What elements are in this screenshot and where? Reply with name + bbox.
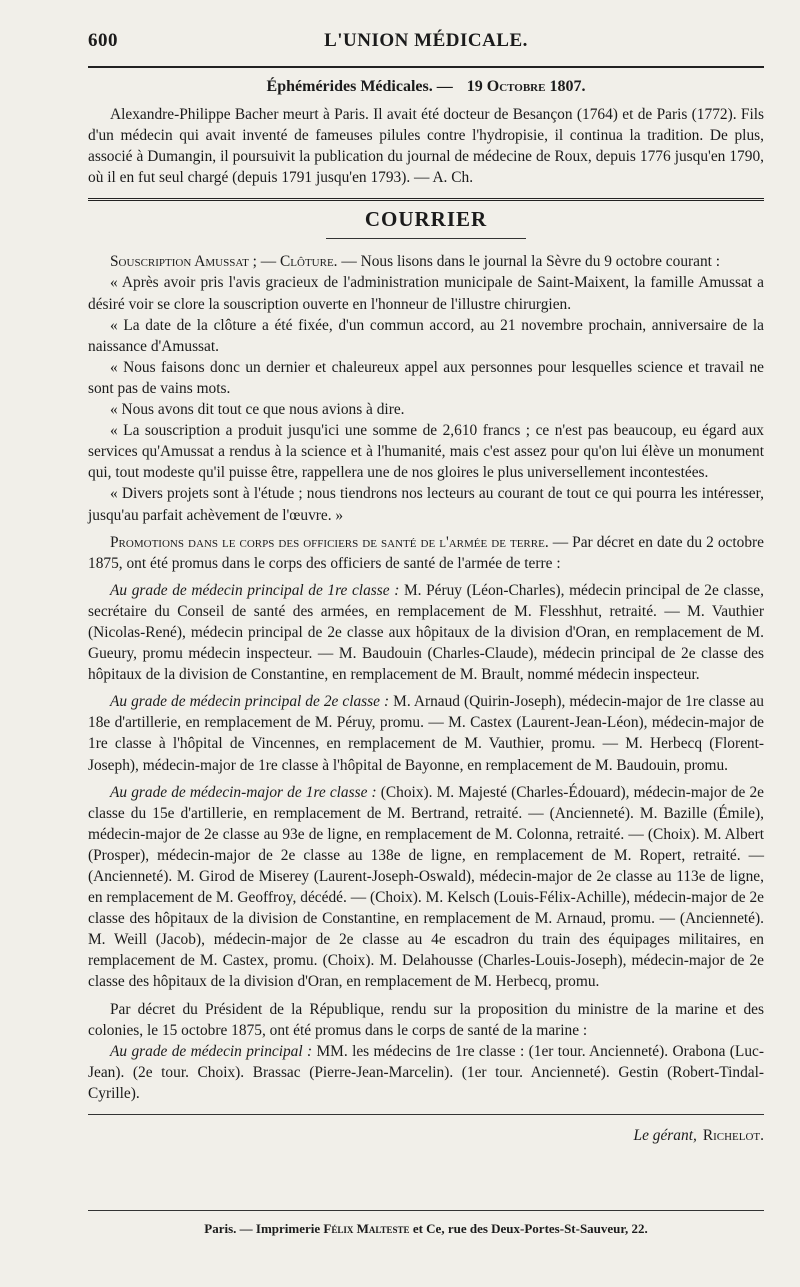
ephemerides-dash: — xyxy=(432,78,457,95)
journal-title: L'UNION MÉDICALE. xyxy=(324,30,528,51)
courrier-quote: « Après avoir pris l'avis gracieux de l'administration municipale de Saint-Maixent, la famille Amussat a désiré voir se clore la souscription ouverte en l'honneur de l'illustre chirurgien. xyxy=(88,274,764,313)
footer-text-before: Paris. — Imprimerie xyxy=(204,1221,324,1236)
printer-footer xyxy=(88,1210,764,1237)
marine-list: MM. les médecins de 1re classe : (1er tour. Ancienneté). Orabona (Luc-Jean). (2e tour. Choix). Brassac (Pierre-Jean-Marcelin). (1er tour. Ancienneté). Gestin (Robert-Tindal-Cyrille). xyxy=(88,1042,764,1102)
signoff xyxy=(88,1127,764,1145)
signoff-name: Richelot. xyxy=(702,1127,764,1145)
promotion-paragraph xyxy=(88,782,764,993)
courrier-lead-text: — Nous lisons dans le journal la Sèvre du 9 octobre courant : xyxy=(337,253,721,271)
promotion-paragraph xyxy=(88,580,764,685)
courrier-quote: « Nous avons dit tout ce que nous avions à dire. xyxy=(110,401,405,419)
signoff-rule xyxy=(88,1114,764,1115)
signoff-label: Le gérant, xyxy=(633,1127,697,1145)
courrier-quote: « La souscription a produit jusqu'ici une somme de 2,610 francs ; ce n'est pas beaucoup, eu égard aux services qu'Amussat a rendus à la science et à l'humanité, mais c'est assez pour qu'on lui élève un monument qui, tout modeste qu'il puisse être, rappellera une de nos gloires le plus universellement incontestées. xyxy=(88,422,764,482)
promotion-grade: Au grade de médecin principal de 1re classe : xyxy=(110,581,400,599)
promotion-grade: Au grade de médecin principal de 2e classe : xyxy=(110,693,390,711)
courrier-lead-title: Souscription Amussat ; — Clôture. xyxy=(110,253,338,271)
courrier-rule xyxy=(326,238,526,239)
promotion-text: M. Arnaud (Quirin-Joseph), médecin-major de 1re classe au 18e d'artillerie, en remplacement de M. Péruy, promu. — M. Castex (Laurent-Jean-Léon), médecin-major de 1re classe à l'hôpital de Vincennes, en remplacement de M. Vauthier, promu. — M. Herbecq (Florent-Joseph), médecin-major de 1re classe à l'hôpital de Bayonne, en remplacement de M. Baudouin, promu. xyxy=(88,693,764,774)
marine-grade: Au grade de médecin principal : xyxy=(110,1042,313,1060)
courrier-quote: « Nous faisons donc un dernier et chaleureux appel aux personnes pour lesquelles science et travail ne sont pas de vains mots. xyxy=(88,358,764,397)
promotions-lead-text: — Par décret en date du 2 octobre 1875, ont été promus dans le corps des officiers de santé de l'armée de terre : xyxy=(88,533,764,572)
promotion-paragraph xyxy=(88,691,764,775)
header-rule xyxy=(88,66,764,68)
ephemerides-text: Alexandre-Philippe Bacher meurt à Paris. Il avait été docteur de Besançon (1764) et de Paris (1772). Fils d'un médecin qui avait inventé de fameuses pilules contre l'hydropisie, il continua la tradition. De plus, associé à Dumangin, il poursuivit la publication du journal de médecine de Roux, depuis 1776 jusqu'en 1790, où il en fut seul chargé (depuis 1791 jusqu'en 1793). — A. Ch. xyxy=(88,106,764,187)
page-number: 600 xyxy=(88,30,118,51)
promotions-lead xyxy=(88,532,764,574)
courrier-quote: « Divers projets sont à l'étude ; nous tiendrons nos lecteurs au courant de tout ce qui pourra les intéresser, jusqu'au parfait achèvement de l'œuvre. » xyxy=(88,485,764,524)
courrier-lead xyxy=(88,251,764,272)
section-divider xyxy=(88,198,764,201)
promotions-lead-title: Promotions dans le corps des officiers de santé de l'armée de terre. xyxy=(110,533,549,551)
footer-printer: Félix Malteste xyxy=(323,1221,410,1236)
promotion-grade: Au grade de médecin-major de 1re classe : xyxy=(110,783,377,801)
marine-decree: Par décret du Président de la République, rendu sur la proposition du ministre de la marine et des colonies, le 15 octobre 1875, ont été promus dans le corps de santé de la marine : xyxy=(88,1000,764,1039)
page-header xyxy=(88,30,764,52)
courrier-heading: COURRIER xyxy=(364,207,488,232)
ephemerides-title: Éphémérides Médicales. xyxy=(266,78,433,95)
footer-text-after: et Ce, rue des Deux-Portes-St-Sauveur, 22. xyxy=(409,1221,648,1236)
ephemerides-date: 19 Octobre 1807. xyxy=(466,78,586,95)
ephemerides-heading xyxy=(88,78,764,96)
courrier-quote: « La date de la clôture a été fixée, d'un commun accord, au 21 novembre prochain, anniversaire de la naissance d'Amussat. xyxy=(88,316,764,355)
promotion-text: (Choix). M. Majesté (Charles-Édouard), médecin-major de 2e classe du 15e d'artillerie, en remplacement de M. Bertrand, retraité. — (Ancienneté). M. Bazille (Émile), médecin-major de 2e classe au 93e de ligne, en remplacement de M. Colonna, retraité. — (Choix). M. Albert (Prosper), médecin-major de 2e classe au 138e de ligne, en remplacement de M. Ropert, retraité. — (Ancienneté). M. Girod de Miserey (Laurent-Joseph-Oswald), médecin-major de 2e classe au 113e de ligne, en remplacement de M. Geoffroy, décédé. — (Choix). M. Kelsch (Louis-Félix-Achille), médecin-major de 2e classe des hôpitaux de la division de Constantine, en remplacement de M. Arnaud, promu. — (Ancienneté). M. Weill (Jacob), médecin-major de 2e classe au 4e escadron du train des équipages militaires, en remplacement de M. Castex, promu. (Choix). M. Delahousse (Charles-Louis-Joseph), médecin-major de 2e classe des hôpitaux de la division d'Oran, en remplacement de M. Herbecq, promu. xyxy=(88,783,764,991)
marine-promotions xyxy=(88,1041,764,1104)
promotion-text: M. Péruy (Léon-Charles), médecin principal de 2e classe, secrétaire du Conseil de santé des armées, en remplacement de M. Flesshhut, retraité. — M. Vauthier (Nicolas-René), médecin principal de 2e classe aux hôpitaux de la division d'Oran, en remplacement de M. Gueury, promu médecin inspecteur. — M. Baudouin (Charles-Claude), médecin principal de 2e classe des hôpitaux de la division de Constantine, en remplacement de M. Brault, nommé médecin inspecteur. xyxy=(88,581,764,684)
